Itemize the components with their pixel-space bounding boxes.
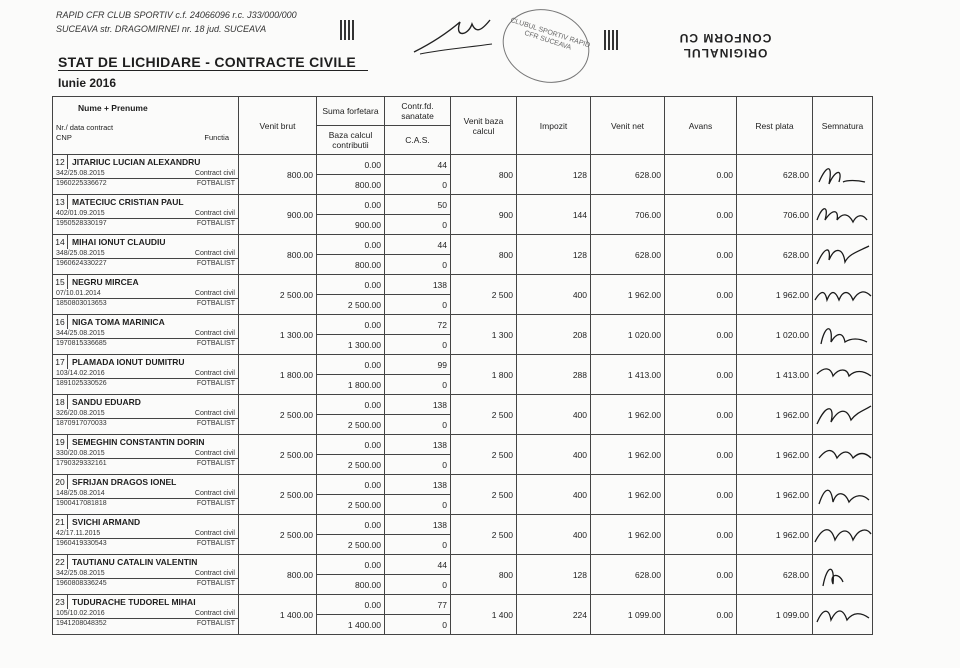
functia-value: FOTBALIST: [196, 380, 235, 387]
venit-net-cell: 1 099.00: [591, 595, 665, 635]
venit-baza-calcul-cell: 2 500: [451, 475, 517, 515]
barcode-mark-2: [604, 30, 620, 50]
venit-baza-calcul-cell: 800: [451, 235, 517, 275]
document-period: Iunie 2016: [58, 76, 117, 90]
employee-name: PLAMADA IONUT DUMITRU: [72, 357, 185, 367]
row-number: 13: [53, 195, 68, 209]
signature-cell: [813, 315, 873, 355]
functia-value: FOTBALIST: [196, 460, 235, 467]
company-header-line2: SUCEAVA str. DRAGOMIRNEI nr. 18 jud. SUCEAVA: [56, 24, 267, 34]
employee-name: SANDU EDUARD: [72, 397, 141, 407]
contract-number: 148/25.08.2014: [56, 490, 105, 497]
avans-cell: 0.00: [665, 435, 737, 475]
cas-cell: 0: [385, 335, 451, 355]
cas-cell: 0: [385, 375, 451, 395]
venit-net-cell: 1 413.00: [591, 355, 665, 395]
venit-brut-cell: 1 800.00: [239, 355, 317, 395]
cnp-value: 1850803013653: [56, 300, 107, 307]
rest-plata-header: Rest plata: [737, 97, 813, 155]
suma-forfetara-cell: 0.00: [317, 515, 385, 535]
avans-cell: 0.00: [665, 195, 737, 235]
table-row: [53, 515, 873, 535]
venit-net-cell: 1 020.00: [591, 315, 665, 355]
signature-cell: [813, 235, 873, 275]
baza-calcul-cell: 800.00: [317, 255, 385, 275]
suma-forfetara-cell: 0.00: [317, 595, 385, 615]
functia-value: FOTBALIST: [196, 300, 235, 307]
company-stamp: CLUBUL SPORTIV RAPID CFR SUCEAVA: [493, 0, 599, 94]
impozit-cell: 128: [517, 155, 591, 195]
employee-signature: [813, 600, 873, 630]
suma-forfetara-cell: 0.00: [317, 475, 385, 495]
venit-brut-cell: 800.00: [239, 155, 317, 195]
baza-calcul-cell: 2 500.00: [317, 535, 385, 555]
venit-baza-calcul-cell: 2 500: [451, 515, 517, 555]
cas-cell: 0: [385, 455, 451, 475]
venit-baza-calcul-header: Venit baza calcul: [451, 97, 517, 155]
sanatate-cell: 44: [385, 155, 451, 175]
impozit-cell: 288: [517, 355, 591, 395]
sanatate-cell: 99: [385, 355, 451, 375]
employee-signature: [813, 440, 873, 470]
contract-number: 42/17.11.2015: [56, 530, 101, 537]
avans-cell: 0.00: [665, 595, 737, 635]
functia-value: FOTBALIST: [196, 500, 235, 507]
contract-type: Contract civil: [194, 610, 235, 617]
sanatate-cell: 72: [385, 315, 451, 335]
contract-number: 07/10.01.2014: [56, 290, 101, 297]
sanatate-cell: 138: [385, 395, 451, 415]
employee-name: SFRIJAN DRAGOS IONEL: [72, 477, 177, 487]
cas-cell: 0: [385, 175, 451, 195]
suma-forfetara-header: Suma forfetara Baza calcul contributii: [317, 97, 385, 155]
cnp-value: 1870917070033: [56, 420, 107, 427]
employee-name: MIHAI IONUT CLAUDIU: [72, 237, 166, 247]
employee-signature: [813, 280, 873, 310]
sanatate-cell: 138: [385, 275, 451, 295]
document-title: STAT DE LICHIDARE - CONTRACTE CIVILE: [58, 54, 357, 70]
employee-signature: [813, 200, 873, 230]
venit-net-cell: 1 962.00: [591, 515, 665, 555]
employee-name: MATECIUC CRISTIAN PAUL: [72, 197, 184, 207]
contr-sanatate-header: Contr.fd. sanatate C.A.S.: [385, 97, 451, 155]
rest-plata-cell: 1 962.00: [737, 515, 813, 555]
venit-brut-cell: 2 500.00: [239, 275, 317, 315]
avans-cell: 0.00: [665, 235, 737, 275]
contract-type: Contract civil: [194, 570, 235, 577]
employee-signature: [813, 400, 873, 430]
venit-brut-cell: 900.00: [239, 195, 317, 235]
suma-forfetara-cell: 0.00: [317, 315, 385, 335]
contract-type: Contract civil: [194, 330, 235, 337]
baza-calcul-cell: 2 500.00: [317, 295, 385, 315]
contract-type: Contract civil: [194, 210, 235, 217]
suma-forfetara-cell: 0.00: [317, 155, 385, 175]
row-number: 22: [53, 555, 68, 569]
contract-number: 330/20.08.2015: [56, 450, 105, 457]
suma-forfetara-cell: 0.00: [317, 435, 385, 455]
contract-type: Contract civil: [194, 170, 235, 177]
cas-cell: 0: [385, 215, 451, 235]
rest-plata-cell: 628.00: [737, 235, 813, 275]
employee-name: SVICHI ARMAND: [72, 517, 141, 527]
venit-brut-cell: 2 500.00: [239, 395, 317, 435]
functia-value: FOTBALIST: [196, 580, 235, 587]
functia-value: FOTBALIST: [196, 420, 235, 427]
impozit-header: Impozit: [517, 97, 591, 155]
table-row: [53, 195, 873, 215]
signature-cell: [813, 515, 873, 555]
table-row: [53, 395, 873, 415]
row-number: 17: [53, 355, 68, 369]
avans-cell: 0.00: [665, 515, 737, 555]
row-number: 19: [53, 435, 68, 449]
rest-plata-cell: 628.00: [737, 155, 813, 195]
signature-cell: [813, 395, 873, 435]
company-header-line1: RAPID CFR CLUB SPORTIV c.f. 24066096 r.c. J33/000/000: [56, 10, 297, 20]
contract-number: 105/10.02.2016: [56, 610, 105, 617]
venit-net-cell: 628.00: [591, 155, 665, 195]
venit-brut-header: Venit brut: [239, 97, 317, 155]
cnp-value: 1960419330543: [56, 540, 107, 547]
conform-cu-originalul-stamp: ORIGINALUL CONFORM CU: [678, 31, 772, 60]
name-column-header: Nume + Prenume Nr./ data contract CNP Functia: [53, 97, 239, 155]
venit-net-cell: 1 962.00: [591, 395, 665, 435]
sanatate-cell: 138: [385, 475, 451, 495]
contract-number: 402/01.09.2015: [56, 210, 105, 217]
employee-name: NEGRU MIRCEA: [72, 277, 139, 287]
cnp-value: 1891025330526: [56, 380, 107, 387]
venit-brut-cell: 2 500.00: [239, 475, 317, 515]
table-row: [53, 475, 873, 495]
venit-net-cell: 1 962.00: [591, 275, 665, 315]
contract-type: Contract civil: [194, 450, 235, 457]
signature-cell: [813, 275, 873, 315]
venit-net-cell: 706.00: [591, 195, 665, 235]
venit-baza-calcul-cell: 2 500: [451, 275, 517, 315]
rest-plata-cell: 1 020.00: [737, 315, 813, 355]
employee-name: JITARIUC LUCIAN ALEXANDRU: [72, 157, 201, 167]
signature-cell: [813, 155, 873, 195]
venit-baza-calcul-cell: 1 300: [451, 315, 517, 355]
baza-calcul-cell: 2 500.00: [317, 495, 385, 515]
baza-calcul-cell: 800.00: [317, 575, 385, 595]
suma-forfetara-cell: 0.00: [317, 195, 385, 215]
contract-type: Contract civil: [194, 490, 235, 497]
suma-forfetara-cell: 0.00: [317, 395, 385, 415]
venit-brut-cell: 800.00: [239, 555, 317, 595]
rest-plata-cell: 1 099.00: [737, 595, 813, 635]
barcode-mark: [340, 20, 356, 40]
impozit-cell: 208: [517, 315, 591, 355]
rest-plata-cell: 1 962.00: [737, 435, 813, 475]
employee-name: TAUTIANU CATALIN VALENTIN: [72, 557, 198, 567]
avans-cell: 0.00: [665, 315, 737, 355]
baza-calcul-cell: 1 300.00: [317, 335, 385, 355]
contract-number: 103/14.02.2016: [56, 370, 105, 377]
sanatate-cell: 44: [385, 555, 451, 575]
avans-cell: 0.00: [665, 395, 737, 435]
employee-signature: [813, 320, 873, 350]
functia-value: FOTBALIST: [196, 340, 235, 347]
venit-baza-calcul-cell: 800: [451, 555, 517, 595]
row-number: 16: [53, 315, 68, 329]
employee-signature: [813, 240, 873, 270]
avans-cell: 0.00: [665, 355, 737, 395]
avans-cell: 0.00: [665, 275, 737, 315]
employee-signature: [813, 480, 873, 510]
cnp-value: 1941208048352: [56, 620, 107, 627]
cas-cell: 0: [385, 415, 451, 435]
signature-cell: [813, 595, 873, 635]
venit-baza-calcul-cell: 800: [451, 155, 517, 195]
sanatate-cell: 138: [385, 515, 451, 535]
functia-value: FOTBALIST: [196, 620, 235, 627]
rest-plata-cell: 1 962.00: [737, 275, 813, 315]
venit-baza-calcul-cell: 1 800: [451, 355, 517, 395]
employee-cell: [53, 155, 239, 195]
functia-value: FOTBALIST: [196, 260, 235, 267]
signature-cell: [813, 475, 873, 515]
avans-cell: 0.00: [665, 475, 737, 515]
cnp-value: 1960624330227: [56, 260, 107, 267]
suma-forfetara-cell: 0.00: [317, 555, 385, 575]
cas-cell: 0: [385, 295, 451, 315]
sanatate-cell: 138: [385, 435, 451, 455]
employee-signature: [813, 560, 873, 590]
impozit-cell: 400: [517, 475, 591, 515]
employee-cell: [53, 595, 239, 635]
functia-value: FOTBALIST: [196, 540, 235, 547]
contract-number: 342/25.08.2015: [56, 170, 105, 177]
employee-cell: [53, 195, 239, 235]
venit-brut-cell: 2 500.00: [239, 435, 317, 475]
impozit-cell: 400: [517, 515, 591, 555]
venit-net-header: Venit net: [591, 97, 665, 155]
venit-net-cell: 1 962.00: [591, 435, 665, 475]
employee-cell: [53, 435, 239, 475]
table-row: [53, 315, 873, 335]
baza-calcul-cell: 800.00: [317, 175, 385, 195]
employee-cell: [53, 395, 239, 435]
employee-signature: [813, 160, 873, 190]
venit-baza-calcul-cell: 2 500: [451, 435, 517, 475]
impozit-cell: 144: [517, 195, 591, 235]
row-number: 12: [53, 155, 68, 169]
director-signature: [410, 14, 496, 58]
employee-cell: [53, 315, 239, 355]
contract-type: Contract civil: [194, 530, 235, 537]
venit-net-cell: 628.00: [591, 555, 665, 595]
functia-value: FOTBALIST: [196, 220, 235, 227]
impozit-cell: 400: [517, 395, 591, 435]
venit-net-cell: 628.00: [591, 235, 665, 275]
employee-cell: [53, 355, 239, 395]
table-row: [53, 595, 873, 615]
baza-calcul-cell: 2 500.00: [317, 415, 385, 435]
venit-net-cell: 1 962.00: [591, 475, 665, 515]
table-row: [53, 275, 873, 295]
cnp-value: 1790329332161: [56, 460, 107, 467]
contract-number: 326/20.08.2015: [56, 410, 105, 417]
rest-plata-cell: 706.00: [737, 195, 813, 235]
signature-cell: [813, 195, 873, 235]
cnp-value: 1960808336245: [56, 580, 107, 587]
table-row: [53, 155, 873, 175]
employee-signature: [813, 360, 873, 390]
row-number: 23: [53, 595, 68, 609]
cas-cell: 0: [385, 495, 451, 515]
cnp-value: 1970815336685: [56, 340, 107, 347]
rest-plata-cell: 1 962.00: [737, 475, 813, 515]
venit-brut-cell: 1 400.00: [239, 595, 317, 635]
signature-cell: [813, 355, 873, 395]
cnp-value: 1900417081818: [56, 500, 107, 507]
venit-brut-cell: 1 300.00: [239, 315, 317, 355]
rest-plata-cell: 1 962.00: [737, 395, 813, 435]
contract-number: 348/25.08.2015: [56, 250, 105, 257]
row-number: 20: [53, 475, 68, 489]
impozit-cell: 224: [517, 595, 591, 635]
sanatate-cell: 44: [385, 235, 451, 255]
contract-number: 342/25.08.2015: [56, 570, 105, 577]
cas-cell: 0: [385, 615, 451, 635]
avans-header: Avans: [665, 97, 737, 155]
baza-calcul-cell: 2 500.00: [317, 455, 385, 475]
impozit-cell: 128: [517, 235, 591, 275]
venit-baza-calcul-cell: 900: [451, 195, 517, 235]
employee-cell: [53, 475, 239, 515]
employee-name: SEMEGHIN CONSTANTIN DORIN: [72, 437, 205, 447]
employee-cell: [53, 275, 239, 315]
contract-type: Contract civil: [194, 370, 235, 377]
suma-forfetara-cell: 0.00: [317, 355, 385, 375]
cas-cell: 0: [385, 535, 451, 555]
sanatate-cell: 77: [385, 595, 451, 615]
venit-baza-calcul-cell: 2 500: [451, 395, 517, 435]
venit-brut-cell: 2 500.00: [239, 515, 317, 555]
table-row: [53, 435, 873, 455]
avans-cell: 0.00: [665, 155, 737, 195]
impozit-cell: 400: [517, 275, 591, 315]
suma-forfetara-cell: 0.00: [317, 235, 385, 255]
baza-calcul-cell: 1 400.00: [317, 615, 385, 635]
contract-type: Contract civil: [194, 410, 235, 417]
functia-value: FOTBALIST: [196, 180, 235, 187]
cas-cell: 0: [385, 575, 451, 595]
cnp-value: 1960225336672: [56, 180, 107, 187]
title-underline: [58, 70, 368, 71]
signature-cell: [813, 555, 873, 595]
employee-name: TUDURACHE TUDOREL MIHAI: [72, 597, 196, 607]
employee-cell: [53, 515, 239, 555]
employee-name: NIGA TOMA MARINICA: [72, 317, 165, 327]
rest-plata-cell: 1 413.00: [737, 355, 813, 395]
contract-type: Contract civil: [194, 250, 235, 257]
impozit-cell: 128: [517, 555, 591, 595]
cnp-value: 1950528330197: [56, 220, 107, 227]
employee-signature: [813, 520, 873, 550]
row-number: 14: [53, 235, 68, 249]
impozit-cell: 400: [517, 435, 591, 475]
avans-cell: 0.00: [665, 555, 737, 595]
cas-cell: 0: [385, 255, 451, 275]
row-number: 18: [53, 395, 68, 409]
row-number: 15: [53, 275, 68, 289]
payroll-table: [52, 96, 873, 635]
rest-plata-cell: 628.00: [737, 555, 813, 595]
table-row: [53, 235, 873, 255]
baza-calcul-cell: 900.00: [317, 215, 385, 235]
table-row: [53, 555, 873, 575]
baza-calcul-cell: 1 800.00: [317, 375, 385, 395]
signature-cell: [813, 435, 873, 475]
venit-brut-cell: 800.00: [239, 235, 317, 275]
semnatura-header: Semnatura: [813, 97, 873, 155]
contract-type: Contract civil: [194, 290, 235, 297]
employee-cell: [53, 555, 239, 595]
venit-baza-calcul-cell: 1 400: [451, 595, 517, 635]
row-number: 21: [53, 515, 68, 529]
sanatate-cell: 50: [385, 195, 451, 215]
suma-forfetara-cell: 0.00: [317, 275, 385, 295]
table-row: [53, 355, 873, 375]
employee-cell: [53, 235, 239, 275]
contract-number: 344/25.08.2015: [56, 330, 105, 337]
